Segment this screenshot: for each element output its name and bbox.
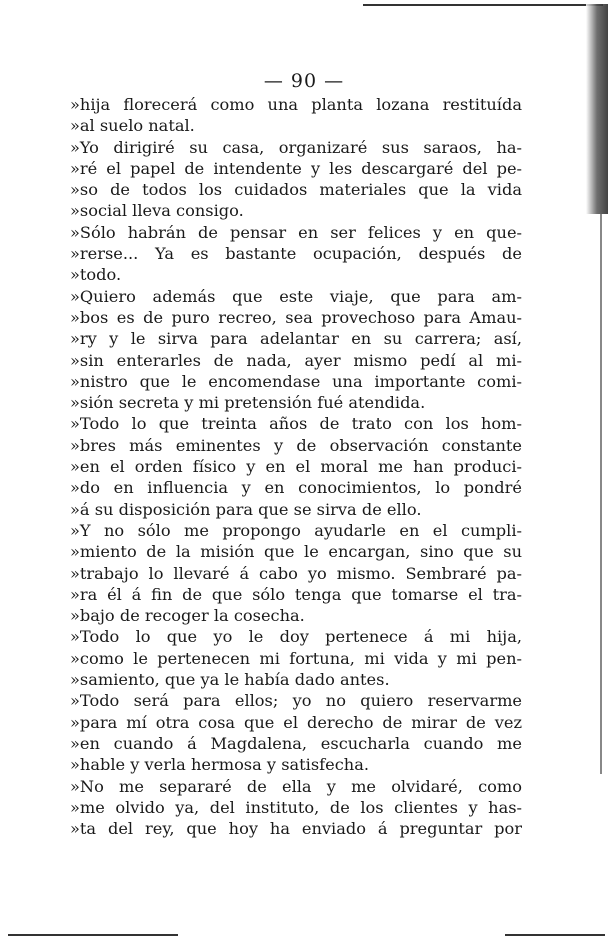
text-line: »bajo de recoger la cosecha. [70, 606, 305, 626]
text-line: »miento de la misión que le encargan, sino que su [70, 542, 522, 562]
text-line: »nistro que le encomendase una importante comi- [70, 371, 522, 391]
text-line: »en el orden físico y en el moral me han produci- [70, 457, 522, 477]
text-line: »samiento, que ya le había dado antes. [70, 670, 390, 690]
body-text [70, 94, 522, 839]
text-line: »ta del rey, que hoy ha enviado á preguntar por [70, 819, 522, 839]
top-border-rule [363, 4, 603, 6]
text-line: »Quiero además que este viaje, que para am- [70, 286, 522, 306]
text-line: »hable y verla hermosa y satisfecha. [70, 755, 370, 775]
text-line: »al suelo natal. [70, 116, 195, 136]
text-line: »á su disposición para que se sirva de ello. [70, 499, 422, 519]
text-line: »sin enterarles de nada, ayer mismo pedí al mi- [70, 350, 522, 370]
text-line: »do en influencia y en conocimientos, lo pondré [70, 478, 522, 498]
text-line: »en cuando á Magdalena, escucharla cuando me [70, 733, 522, 753]
text-line: »ry y le sirva para adelantar en su carrera; así, [70, 329, 522, 349]
text-line: »todo. [70, 265, 122, 285]
text-line: »Todo será para ellos; yo no quiero reservarme [70, 691, 522, 711]
text-line: »ré el papel de intendente y les descargaré del pe- [70, 158, 522, 178]
page-number: — 90 — [263, 70, 345, 92]
bottom-right-rule [505, 934, 605, 936]
text-line: »ra él á fin de que sólo tenga que tomarse el tra- [70, 584, 522, 604]
text-line: »No me separaré de ella y me olvidaré, como [70, 776, 522, 796]
text-line: »social lleva consigo. [70, 201, 244, 221]
text-line: »Todo lo que treinta años de trato con los hom- [70, 414, 522, 434]
text-line: »Y no sólo me propongo ayudarle en el cumpli- [70, 520, 522, 540]
page-edge-line [600, 214, 602, 774]
text-line: »Yo dirigiré su casa, organizaré sus saraos, ha- [70, 137, 522, 157]
text-line: »bos es de puro recreo, sea provechoso para Amau- [70, 307, 522, 327]
text-line: »sión secreta y mi pretensión fué atendida. [70, 393, 426, 413]
page-edge-shadow [586, 4, 608, 214]
text-line: »so de todos los cuidados materiales que la vida [70, 180, 522, 200]
text-line: »para mí otra cosa que el derecho de mirar de vez [70, 712, 522, 732]
text-line: »trabajo lo llevaré á cabo yo mismo. Sembraré pa- [70, 563, 522, 583]
text-line: »bres más eminentes y de observación constante [70, 435, 522, 455]
text-line: »como le pertenecen mi fortuna, mi vida y mi pen- [70, 648, 522, 668]
text-line: »rerse... Ya es bastante ocupación, después de [70, 244, 522, 264]
text-line: »Sólo habrán de pensar en ser felices y en que- [70, 222, 522, 242]
text-line: »Todo lo que yo le doy pertenece á mi hija, [70, 627, 522, 647]
text-line: »hija florecerá como una planta lozana restituída [70, 95, 522, 114]
text-line: »me olvido ya, del instituto, de los clientes y has- [70, 797, 522, 817]
bottom-left-rule [8, 934, 178, 936]
